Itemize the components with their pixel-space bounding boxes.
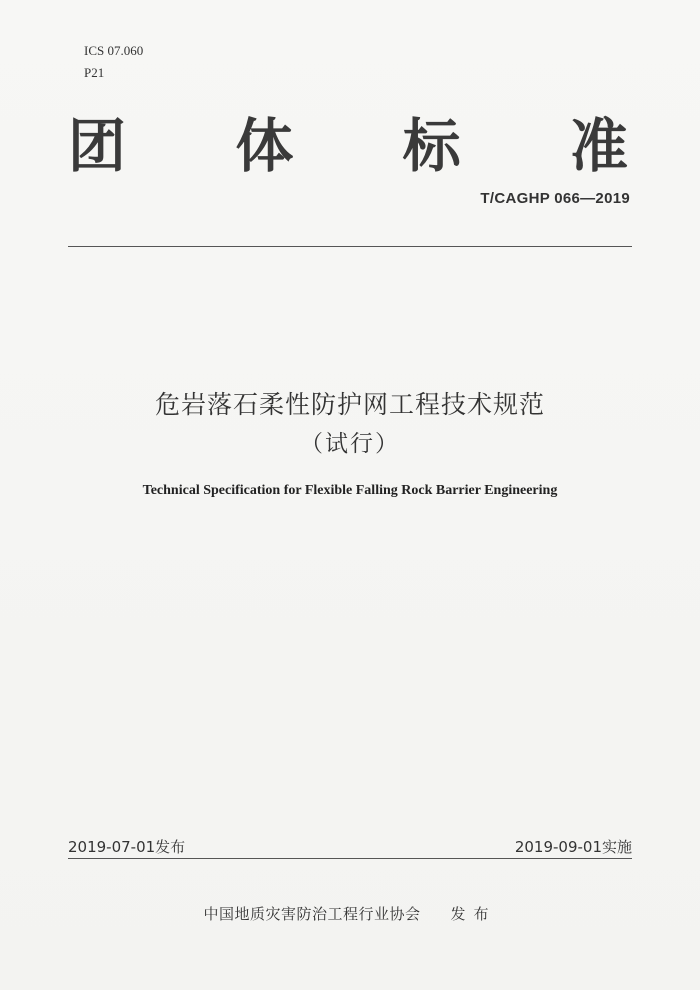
ics-code: ICS 07.060: [84, 43, 144, 58]
banner-char: 准: [569, 112, 628, 180]
banner-char: 体: [235, 112, 294, 180]
banner-char: 标: [402, 112, 461, 180]
standard-number: T/CAGHP 066—2019: [480, 190, 630, 207]
document-title-cn: 危岩落石柔性防护网工程技术规范: [154, 390, 545, 419]
top-divider: [68, 246, 632, 247]
publisher-line: [0, 903, 700, 924]
banner-char: 团: [68, 112, 127, 180]
bottom-divider: [68, 858, 632, 859]
standard-type-banner: [68, 106, 628, 186]
implementation-date: 2019-09-01实施: [514, 838, 632, 856]
publish-date: 2019-07-01发布: [68, 838, 186, 856]
classification-codes: [84, 40, 143, 84]
ccs-code: P21: [84, 65, 105, 80]
publisher-verb: 发布: [450, 905, 497, 923]
document-title-en: Technical Specification for Flexible Falling Rock Barrier Engineering: [142, 483, 558, 498]
document-subtitle-cn: （试行）: [300, 431, 400, 457]
publisher-org: 中国地质灾害防治工程行业协会: [203, 905, 421, 923]
